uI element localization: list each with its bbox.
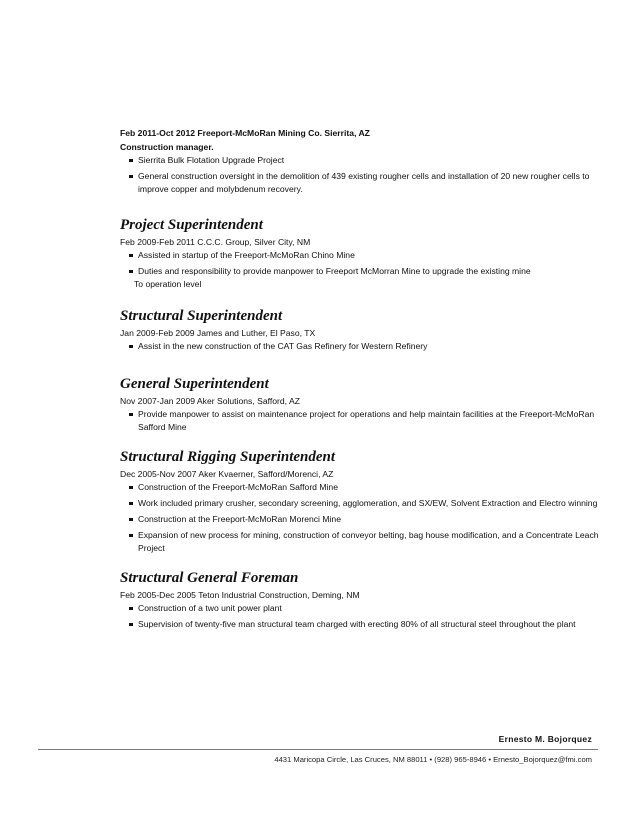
footer-name: Ernesto M. Bojorquez xyxy=(498,734,592,744)
job-freeport-sierrita xyxy=(120,126,600,196)
section-bullets xyxy=(120,408,600,434)
bullet-continuation: To operation level xyxy=(134,279,202,289)
section-subline: Nov 2007-Jan 2009 Aker Solutions, Safford, AZ xyxy=(120,396,300,406)
section-title: General Superintendent xyxy=(120,376,269,392)
section-title: Structural Superintendent xyxy=(120,308,283,324)
bullet-item: Supervision of twenty-five man structural team charged with erecting 80% of all structural steel throughout the plant xyxy=(128,618,600,631)
bullet-item: Work included primary crusher, secondary screening, agglomeration, and SX/EW, Solvent Extraction and Electro winning xyxy=(128,497,600,510)
section-title: Project Superintendent xyxy=(120,217,263,233)
bullet-square-icon xyxy=(129,413,133,417)
bullet-item: Construction of a two unit power plant xyxy=(128,602,600,615)
bullet-square-icon xyxy=(129,607,133,611)
bullet-square-icon xyxy=(129,345,133,349)
bullet-square-icon xyxy=(129,270,133,274)
bullet-item: Assisted in startup of the Freeport-McMoRan Chino Mine xyxy=(128,249,600,262)
bullet-square-icon xyxy=(129,159,133,163)
bullet-square-icon xyxy=(129,518,133,522)
bullet-square-icon xyxy=(129,534,133,538)
bullet-item: Provide manpower to assist on maintenance project for operations and help maintain facilities at the Freeport-McMoRan Safford Mine xyxy=(128,408,600,434)
job-role: Construction manager. xyxy=(120,142,214,152)
job-dates-company: Feb 2011-Oct 2012 Freeport-McMoRan Mining Co. Sierrita, AZ xyxy=(120,128,370,138)
section-structural-general-foreman xyxy=(120,569,600,631)
bullet-square-icon xyxy=(129,486,133,490)
resume-content xyxy=(120,126,600,634)
section-bullets xyxy=(120,602,600,631)
bullet-item: Construction at the Freeport-McMoRan Morenci Mine xyxy=(128,513,600,526)
bullet-item: Sierrita Bulk Flotation Upgrade Project xyxy=(128,154,600,167)
section-subline: Dec 2005-Nov 2007 Aker Kvaerner, Safford/Morenci, AZ xyxy=(120,469,334,479)
bullet-square-icon xyxy=(129,502,133,506)
section-bullets xyxy=(120,340,600,353)
bullet-item: Assist in the new construction of the CAT Gas Refinery for Western Refinery xyxy=(128,340,600,353)
bullet-square-icon xyxy=(129,623,133,627)
section-bullets xyxy=(120,249,600,278)
footer-divider xyxy=(38,749,598,750)
section-general-superintendent xyxy=(120,375,600,434)
section-title: Structural Rigging Superintendent xyxy=(120,449,336,465)
bullet-item: Construction of the Freeport-McMoRan Safford Mine xyxy=(128,481,600,494)
section-project-superintendent xyxy=(120,216,600,291)
section-subline: Jan 2009-Feb 2009 James and Luther, El Paso, TX xyxy=(120,328,316,338)
bullet-item: Duties and responsibility to provide manpower to Freeport McMorran Mine to upgrade the existing mine xyxy=(128,265,600,278)
section-bullets xyxy=(120,481,600,555)
section-structural-rigging-superintendent xyxy=(120,448,600,555)
section-structural-superintendent xyxy=(120,307,600,353)
section-subline: Feb 2009-Feb 2011 C.C.C. Group, Silver City, NM xyxy=(120,237,311,247)
job-bullets xyxy=(120,154,600,196)
footer-contact: 4431 Maricopa Circle, Las Cruces, NM 88011 • (928) 965-8946 • Ernesto_Bojorquez@fmi.com xyxy=(274,755,592,764)
section-subline: Feb 2005-Dec 2005 Teton Industrial Construction, Deming, NM xyxy=(120,590,360,600)
section-title: Structural General Foreman xyxy=(120,570,299,586)
bullet-square-icon xyxy=(129,254,133,258)
bullet-item: General construction oversight in the demolition of 439 existing rougher cells and installation of 20 new rougher cells to improve copper and molybdenum recovery. xyxy=(128,170,600,196)
bullet-item: Expansion of new process for mining, construction of conveyor belting, bag house modification, and a Concentrate Leach Project xyxy=(128,529,600,555)
bullet-square-icon xyxy=(129,175,133,179)
